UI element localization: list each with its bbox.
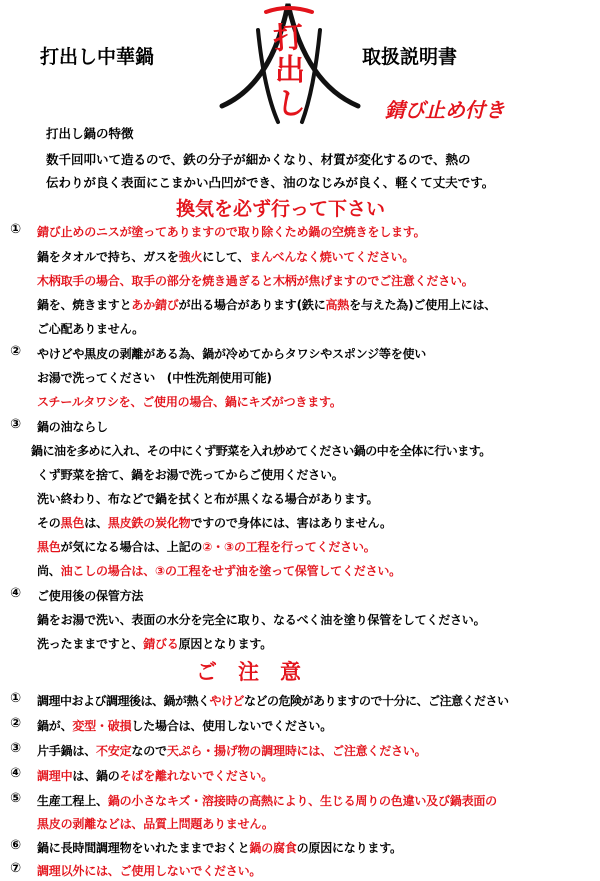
caution-3-text: 片手鍋は、不安定なので天ぷら・揚げ物の調理時には、ご注意ください。 bbox=[37, 744, 427, 758]
features-line-2: 伝わりが良く表面にこまかい凸凹ができ、油のなじみが良く、軽くて丈夫です。 bbox=[46, 175, 495, 190]
step-1-line-2: 鍋をタオルで持ち、ガスを強火にして、まんべんなく焼いてください。 bbox=[37, 250, 415, 264]
step-3-line-1: 鍋の油ならし bbox=[37, 420, 108, 434]
caution-heading: ご 注 意 bbox=[196, 660, 301, 684]
title-right: 取扱説明書 bbox=[362, 46, 458, 68]
caution-4-text: 調理中は、鍋のそばを離れないでください。 bbox=[37, 769, 274, 783]
caution-2-text: 鍋が、変型・破損した場合は、使用しないでください。 bbox=[37, 719, 333, 733]
caution-5-text: 生産工程上、鍋の小さなキズ・溶接時の高熱により、生じる周りの色違い及び鍋表面の bbox=[37, 794, 497, 808]
logo-drawing bbox=[214, 0, 364, 130]
caution-2-number: ② bbox=[10, 716, 22, 731]
step-3-line-5: その黒色は、黒皮鉄の炭化物ですので身体には、害はありません。 bbox=[37, 516, 392, 530]
caution-3-number: ③ bbox=[10, 741, 22, 756]
logo-char-1: 打 bbox=[272, 20, 305, 58]
title-left: 打出し中華鍋 bbox=[40, 46, 155, 68]
features-line-1: 数千回叩いて造るので、鉄の分子が細かくなり、材質が変化するので、熱の bbox=[46, 152, 471, 167]
caution-5-text-cont: 黒皮の剥離などは、品質上問題ありません。 bbox=[37, 817, 274, 831]
logo bbox=[214, 0, 364, 134]
step-4-line-1: ご使用後の保管方法 bbox=[37, 589, 144, 603]
step-3-line-4: 洗い終わり、布などで鍋を拭くと布が黒くなる場合があります。 bbox=[37, 492, 379, 506]
caution-1-number: ① bbox=[10, 691, 22, 706]
step-1-number: ① bbox=[10, 222, 22, 237]
features-heading: 打出し鍋の特徴 bbox=[46, 126, 134, 141]
caution-5-number: ⑤ bbox=[10, 791, 22, 806]
step-4-line-3: 洗ったままですと、錆びる原因となります。 bbox=[37, 637, 273, 651]
step-3-line-6: 黒色が気になる場合は、上記の②・③の工程を行ってください。 bbox=[37, 540, 376, 554]
logo-char-2: 出 bbox=[275, 53, 305, 88]
step-2-number: ② bbox=[10, 344, 22, 359]
step-1-line-1: 錆び止めのニスが塗ってありますので取り除くため鍋の空焼きをします。 bbox=[37, 225, 426, 239]
caution-7-text: 調理以外には、ご使用しないでください。 bbox=[37, 864, 262, 878]
step-4-line-2: 鍋をお湯で洗い、表面の水分を完全に取り、なるべく油を塗り保管をしてください。 bbox=[37, 613, 486, 627]
caution-6-text: 鍋に長時間調理物をいれたままでおくと鍋の腐食の原因になります。 bbox=[37, 841, 402, 855]
caution-7-number: ⑦ bbox=[10, 861, 22, 876]
step-1-line-4: 鍋を、焼きますとあか錆びが出る場合があります(鉄に高熱を与えた為)ご使用上には、 bbox=[37, 298, 496, 312]
step-4-number: ④ bbox=[10, 586, 22, 601]
step-2-line-1: やけどや黒皮の剥離がある為、鍋が冷めてからタワシやスポンジ等を使い bbox=[37, 347, 427, 361]
logo-char-3: し bbox=[274, 85, 308, 124]
ventilation-heading: 換気を必ず行って下さい bbox=[176, 198, 386, 220]
step-3-line-2: 鍋に油を多めに入れ、その中にくず野菜を入れ炒めてください鍋の中を全体に行います。 bbox=[31, 444, 491, 458]
step-3-line-3: くず野菜を捨て、鍋をお湯で洗ってからご使用ください。 bbox=[37, 468, 344, 482]
step-3-number: ③ bbox=[10, 417, 22, 432]
caution-4-number: ④ bbox=[10, 766, 22, 781]
caution-1-text: 調理中および調理後は、鍋が熱くやけどなどの危険がありますので十分に、ご注意ください bbox=[37, 694, 509, 708]
caution-6-number: ⑥ bbox=[10, 838, 22, 853]
step-1-line-3: 木柄取手の場合、取手の部分を焼き過ぎると木柄が焦げますのでご注意ください。 bbox=[37, 274, 474, 288]
step-3-line-7: 尚、油こしの場合は、③の工程をせず油を塗って保管してください。 bbox=[37, 564, 401, 578]
step-2-line-3: スチールタワシを、ご使用の場合、鍋にキズがつきます。 bbox=[37, 395, 342, 409]
subtitle: 錆び止め付き bbox=[385, 98, 505, 122]
step-2-line-2: お湯で洗ってください (中性洗剤使用可能) bbox=[37, 371, 272, 385]
step-1-line-5: ご心配ありません。 bbox=[37, 322, 144, 336]
